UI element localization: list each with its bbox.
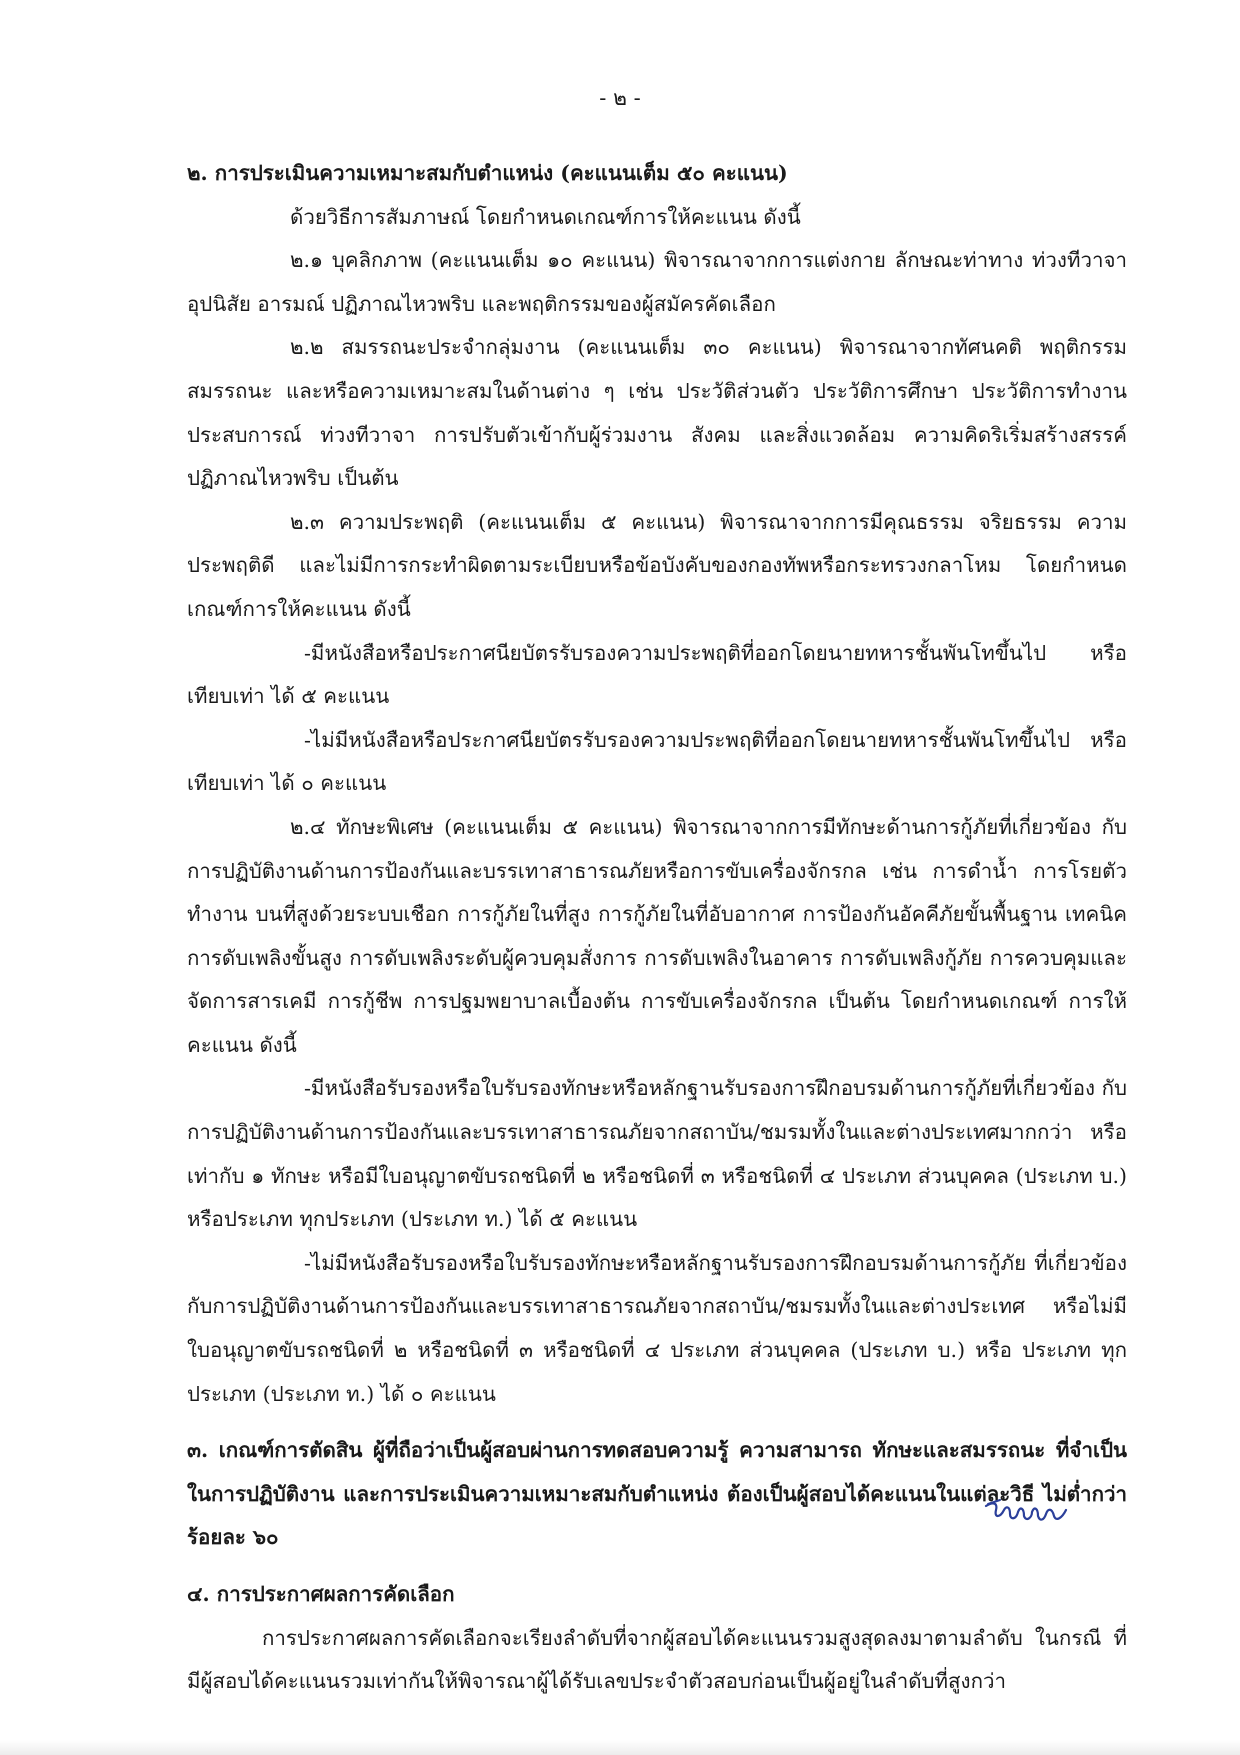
section-2-heading: ๒. การประเมินความเหมาะสมกับตำแหน่ง (คะแนนเต็ม ๕๐ คะแนน) — [187, 161, 788, 185]
section-3-judging-criteria: ๓. เกณฑ์การตัดสิน ผู้ที่ถือว่าเป็นผู้สอบผ่านการทดสอบความรู้ ความสามารถ ทักษะและสมรรถนะ ที่จำเป็นในการปฏิบัติงาน และการประเมินความเหมาะสมกับตำแหน่ง ต้องเป็นผู้สอบได้คะแนนในแต่ละวิธี ไม่ต่ำกว่าร้อยละ ๖๐ — [187, 1438, 1127, 1550]
signature-initials — [982, 1492, 1072, 1532]
signature-handwriting-icon — [982, 1492, 1072, 1532]
section-2-3-criterion-yes: -มีหนังสือหรือประกาศนียบัตรรับรองความประพฤติที่ออกโดยนายทหารชั้นพันโทขึ้นไป หรือเทียบเท่า ได้ ๕ คะแนน — [187, 640, 1127, 709]
section-2-1-personality: ๒.๑ บุคลิกภาพ (คะแนนเต็ม ๑๐ คะแนน) พิจารณาจากการแต่งกาย ลักษณะท่าทาง ท่วงทีวาจา อุปนิสัย อารมณ์ ปฏิภาณไหวพริบ และพฤติกรรมของผู้สมัครคัดเลือก — [187, 248, 1127, 316]
spacer — [187, 1416, 1127, 1429]
section-2-3-conduct: ๒.๓ ความประพฤติ (คะแนนเต็ม ๕ คะแนน) พิจารณาจากการมีคุณธรรม จริยธรรม ความประพฤติดี และไม่มีการกระทำผิดตามระเบียบหรือข้อบังคับของกองทัพหรือกระทรวงกลาโหม โดยกำหนดเกณฑ์การให้คะแนน ดังนี้ — [187, 509, 1127, 621]
section-2-3-criterion-no: -ไม่มีหนังสือหรือประกาศนียบัตรรับรองความประพฤติที่ออกโดยนายทหารชั้นพันโทขึ้นไป หรือเทียบเท่า ได้ ๐ คะแนน — [187, 727, 1127, 796]
section-2-intro: ด้วยวิธีการสัมภาษณ์ โดยกำหนดเกณฑ์การให้คะแนน ดังนี้ — [290, 204, 801, 229]
page-bottom-edge — [0, 1740, 1240, 1755]
document-body — [187, 152, 1127, 1704]
spacer — [187, 1560, 1127, 1573]
page-number: - ๒ - — [599, 86, 641, 110]
section-2-4-criterion-no: -ไม่มีหนังสือรับรองหรือใบรับรองทักษะหรือหลักฐานรับรองการฝึกอบรมด้านการกู้ภัย ที่เกี่ยวข้องกับการปฏิบัติงานด้านการป้องกันและบรรเทาสาธารณภัยจากสถาบัน/ชมรมทั้งในและต่างประเทศ หรือไม่มีใบอนุญาตขับรถชนิดที่ ๒ หรือชนิดที่ ๓ หรือชนิดที่ ๔ ประเภท ส่วนบุคคล (ประเภท บ.) หรือ ประเภท ทุกประเภท (ประเภท ท.) ได้ ๐ คะแนน — [187, 1250, 1127, 1406]
section-4-announcement: การประกาศผลการคัดเลือกจะเรียงลำดับที่จากผู้สอบได้คะแนนรวมสูงสุดลงมาตามลำดับ ในกรณี ที่มีผู้สอบได้คะแนนรวมเท่ากันให้พิจารณาผู้ได้รับเลขประจำตัวสอบก่อนเป็นผู้อยู่ในลำดับที่สูงกว่า — [187, 1625, 1127, 1694]
section-2-2-competency: ๒.๒ สมรรถนะประจำกลุ่มงาน (คะแนนเต็ม ๓๐ คะแนน) พิจารณาจากทัศนคติ พฤติกรรม สมรรถนะ และหรือความเหมาะสมในด้านต่าง ๆ เช่น ประวัติส่วนตัว ประวัติการศึกษา ประวัติการทำงาน ประสบการณ์ ท่วงทีวาจา การปรับตัวเข้ากับผู้ร่วมงาน สังคม และสิ่งแวดล้อม ความคิดริเริ่มสร้างสรรค์ ปฏิภาณไหวพริบ เป็นต้น — [187, 335, 1127, 491]
section-4-heading: ๔. การประกาศผลการคัดเลือก — [187, 1582, 455, 1606]
section-2-4-criterion-yes: -มีหนังสือรับรองหรือใบรับรองทักษะหรือหลักฐานรับรองการฝึกอบรมด้านการกู้ภัยที่เกี่ยวข้อง กับการปฏิบัติงานด้านการป้องกันและบรรเทาสาธารณภัยจากสถาบัน/ชมรมทั้งในและต่างประเทศมากกว่า หรือเท่ากับ ๑ ทักษะ หรือมีใบอนุญาตขับรถชนิดที่ ๒ หรือชนิดที่ ๓ หรือชนิดที่ ๔ ประเภท ส่วนบุคคล (ประเภท บ.) หรือประเภท ทุกประเภท (ประเภท ท.) ได้ ๕ คะแนน — [187, 1076, 1127, 1232]
section-2-4-special-skills: ๒.๔ ทักษะพิเศษ (คะแนนเต็ม ๕ คะแนน) พิจารณาจากการมีทักษะด้านการกู้ภัยที่เกี่ยวข้อง กับการปฏิบัติงานด้านการป้องกันและบรรเทาสาธารณภัยหรือการขับเครื่องจักรกล เช่น การดำน้ำ การโรยตัวทำงาน บนที่สูงด้วยระบบเชือก การกู้ภัยในที่สูง การกู้ภัยในที่อับอากาศ การป้องกันอัคคีภัยขั้นพื้นฐาน เทคนิค การดับเพลิงขั้นสูง การดับเพลิงระดับผู้ควบคุมสั่งการ การดับเพลิงในอาคาร การดับเพลิงกู้ภัย การควบคุมและ จัดการสารเคมี การกู้ชีพ การปฐมพยาบาลเบื้องต้น การขับเครื่องจักรกล เป็นต้น โดยกำหนดเกณฑ์ การให้คะแนน ดังนี้ — [187, 814, 1127, 1057]
